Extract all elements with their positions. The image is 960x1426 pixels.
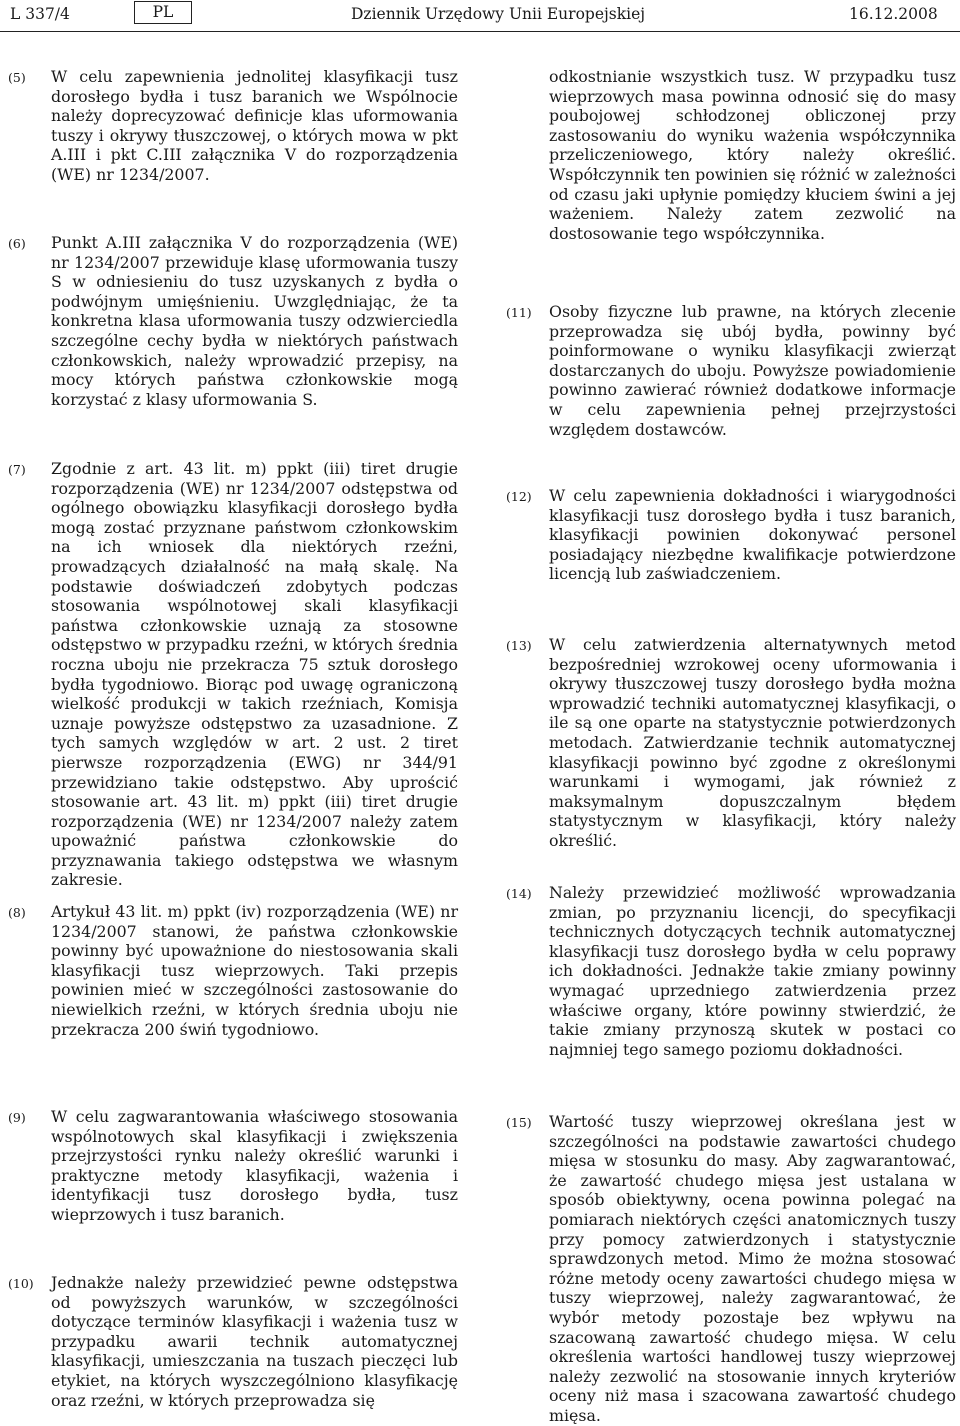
recital-number: (8) xyxy=(8,905,26,920)
language-badge: PL xyxy=(134,1,192,24)
header-divider xyxy=(0,31,960,32)
recital-8 xyxy=(8,902,458,1039)
recital-number: (9) xyxy=(8,1110,26,1125)
journal-title: Dziennik Urzędowy Unii Europejskiej xyxy=(351,5,646,23)
recital-12 xyxy=(506,486,956,584)
recital-text: Osoby fizyczne lub prawne, na których zlecenie przeprowadza się ubój bydła, powinny być poinformowane o wyniku klasyfikacji zwierząt dostarczanych do uboju. Powyższe powiadomienie powinno zawierać również dodatkowe informacje w celu zapewnienia pełnej przejrzystości względem dostawców. xyxy=(549,302,956,439)
page-header xyxy=(0,0,960,34)
recital-text: Wartość tuszy wieprzowej określana jest w szczególności na podstawie zawartości chudego mięsa w stosunku do masy. Aby zagwarantować, że zawartość chudego mięsa jest ustalana w sposób obiektywny, ocena powinna polegać na pomiarach niektórych części anatomicznych tuszy przy pomocy zatwierdzonych i statystycznie sprawdzonych metod. Mimo że można stosować różne metody oceny zawartości chudego mięsa w tuszy wieprzowej, należy zagwarantować, że wybór metody pozostaje bez wpływu na szacowaną zawartość chudego mięsa. W celu określenia wartości handlowej tuszy wieprzowej należy zezwolić na stosowanie innych kryteriów oceny niż masa i szacowana zawartość chudego mięsa. xyxy=(549,1112,956,1425)
recital-number: (15) xyxy=(506,1115,532,1130)
recital-text: W celu zatwierdzenia alternatywnych metod bezpośredniej wzrokowej oceny uformowania i okrywy tłuszczowej tuszy dorosłego bydła można wprowadzić techniki automatycznej klasyfikacji, o ile są one oparte na statystycznie potwierdzonych metodach. Zatwierdzanie technik automatycznej klasyfikacji powinno być zgodne z określonymi warunkami i wymogami, jak również z maksymalnym dopuszczalnym błędem statystycznym w klasyfikacji, który należy określić. xyxy=(549,635,956,850)
recital-10-continued xyxy=(506,67,956,243)
publication-date: 16.12.2008 xyxy=(849,5,938,23)
recital-6 xyxy=(8,233,458,409)
recital-text: Punkt A.III załącznika V do rozporządzenia (WE) nr 1234/2007 przewiduje klasę uformowania tuszy S w odniesieniu do tusz uzyskanych z bydła o podwójnym umięśnieniu. Uwzględniając, że ta konkretna klasa uformowania tuszy odzwierciedla szczególne cechy bydła w niektórych państwach członkowskich, należy wprowadzić przepisy, na mocy których państwa członkowskie mogą korzystać z klasy uformowania S. xyxy=(51,233,458,409)
recital-number: (13) xyxy=(506,638,532,653)
recital-number: (12) xyxy=(506,489,532,504)
recital-15 xyxy=(506,1112,956,1426)
recital-text: W celu zapewnienia dokładności i wiarygodności klasyfikacji tusz dorosłego bydła i tusz baranich, klasyfikacji powinien dokonywać personel posiadający niezbędne kwalifikacje potwierdzone licencją lub zaświadczeniem. xyxy=(549,486,956,584)
recital-text: Artykuł 43 lit. m) ppkt (iv) rozporządzenia (WE) nr 1234/2007 stanowi, że państwa członkowskie powinny być upoważnione do niestosowania skali klasyfikacji tusz wieprzowych. Taki przepis powinien mieć w szczególności zastosowanie do niewielkich rzeźni, w których średnia uboju nie przekracza 200 świń tygodniowo. xyxy=(51,902,458,1039)
recital-text: Należy przewidzieć możliwość wprowadzania zmian, po przyznaniu licencji, do specyfikacji technicznych dotyczących technik automatycznej klasyfikacji tusz dorosłego bydła w celu poprawy ich dokładności. Jednakże takie zmiany powinny wymagać uprzedniego zatwierdzenia przez właściwe organy, które powinny stwierdzić, że takie zmiany przynoszą skutek w postaci co najmniej tego samego poziomu dokładności. xyxy=(549,883,956,1059)
recital-11 xyxy=(506,302,956,439)
recital-text: W celu zagwarantowania właściwego stosowania wspólnotowych skal klasyfikacji i zwiększenia przejrzystości rynku należy określić warunki i praktyczne metody klasyfikacji, ważenia i identyfikacji tusz dorosłego bydła, tusz wieprzowych i tusz baranich. xyxy=(51,1107,458,1224)
recital-text: W celu zapewnienia jednolitej klasyfikacji tusz dorosłego bydła i tusz baranich we Wspólnocie należy doprecyzować definicje klas uformowania tuszy i okrywy tłuszczowej, o których mowa w pkt A.III i pkt C.III załącznika V do rozporządzenia (WE) nr 1234/2007. xyxy=(51,67,458,184)
recital-10 xyxy=(8,1273,458,1410)
recital-text: Zgodnie z art. 43 lit. m) ppkt (iii) tiret drugie rozporządzenia (WE) nr 1234/2007 odstępstwa od ogólnego obowiązku klasyfikacji dorosłego bydła mogą zostać przyznane państwom członkowskim na ich wniosek dla niektórych rzeźni, prowadzących działalność na małą skalę. Na podstawie doświadczeń zdobytych podczas stosowania wspólnotowej skali klasyfikacji państwa członkowskie uznają za stosowne odstępstwo w przypadku rzeźni, w których średnia roczna uboju nie przekracza 75 sztuk dorosłego bydła tygodniowo. Biorąc pod uwagę ograniczoną wielkość produkcji w takich rzeźniach, Komisja uznaje powyższe odstępstwo za uzasadnione. Z tych samych względów w art. 2 ust. 2 tiret pierwsze rozporządzenia (EWG) nr 344/91 przewidziano takie odstępstwo. Aby uprościć stosowanie art. 43 lit. m) ppkt (iii) tiret drugie rozporządzenia (WE) nr 1234/2007 należy zatem upoważnić państwa członkowskie do przyznawania takiego odstępstwa we własnym zakresie. xyxy=(51,459,458,890)
recital-number: (6) xyxy=(8,236,26,251)
recital-number: (11) xyxy=(506,305,532,320)
recital-9 xyxy=(8,1107,458,1225)
recital-14 xyxy=(506,883,956,1059)
recital-number: (7) xyxy=(8,462,26,477)
recital-text: odkostnianie wszystkich tusz. W przypadku tusz wieprzowych masa powinna odnosić się do masy poubojowej schłodzonej obliczonej przy zastosowaniu do wyniku ważenia współczynnika przeliczeniowego, który należy określić. Współczynnik ten powinien się różnić w zależności od czasu jaki upłynie pomiędzy kłuciem świni a jej ważeniem. Należy zatem zezwolić na dostosowanie tego współczynnika. xyxy=(549,67,956,243)
page-reference: L 337/4 xyxy=(10,5,70,23)
recital-5 xyxy=(8,67,458,185)
recital-number: (10) xyxy=(8,1276,34,1291)
recital-text: Jednakże należy przewidzieć pewne odstępstwa od powyższych warunków, w szczególności dotyczące terminów klasyfikacji i ważenia tusz w przypadku awarii technik automatycznej klasyfikacji, umieszczania na tuszach pieczęci lub etykiet, na których wyszczególniono klasyfikację oraz rzeźni, w których przeprowadza się xyxy=(51,1273,458,1410)
recital-7 xyxy=(8,459,458,890)
recital-number: (5) xyxy=(8,70,26,85)
recital-number: (14) xyxy=(506,886,532,901)
recital-13 xyxy=(506,635,956,851)
